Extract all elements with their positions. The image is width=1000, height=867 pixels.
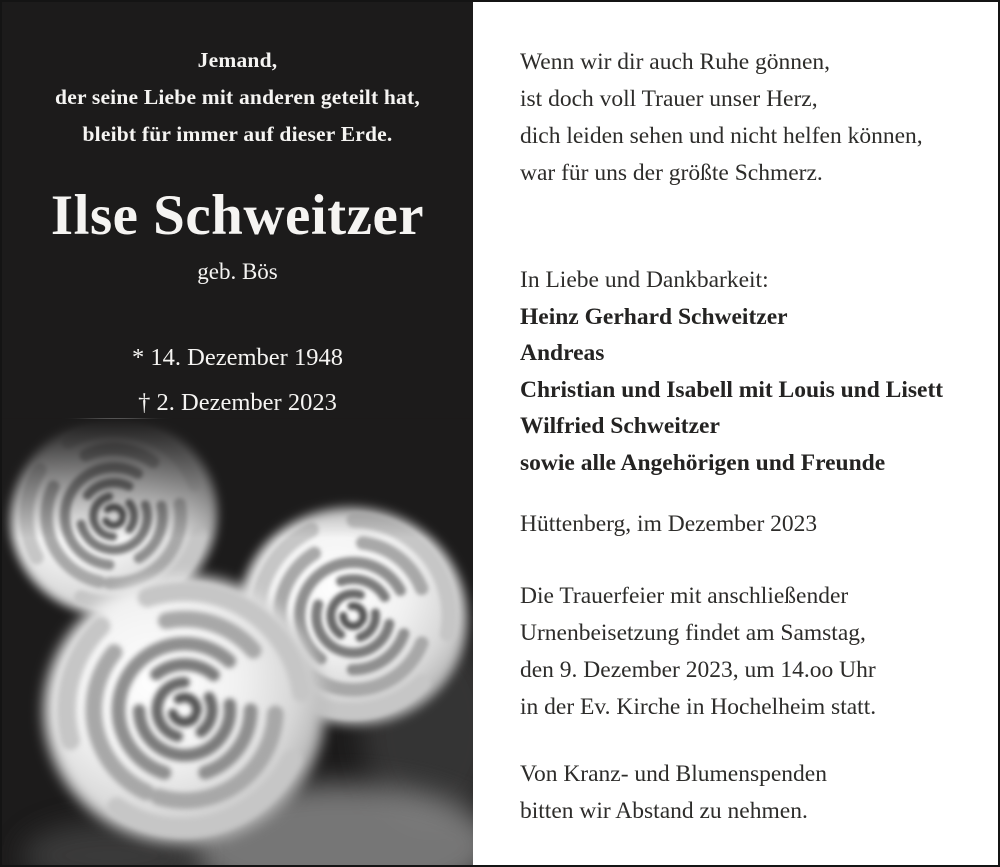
mourner-name: Heinz Gerhard Schweitzer (520, 303, 788, 330)
epitaph-line: Jemand, (197, 48, 278, 72)
funeral-line: Urnenbeisetzung findet am Samstag, (520, 620, 866, 646)
condolence-poem (520, 44, 923, 192)
donation-line: Von Kranz- und Blumenspenden (520, 761, 827, 787)
poem-line: Wenn wir dir auch Ruhe gönnen, (520, 49, 831, 75)
poem-line: war für uns der größte Schmerz. (520, 160, 823, 186)
maiden-name: geb. Bös (197, 259, 278, 284)
mourner-name: Andreas (520, 340, 605, 366)
mourner-name: Wilfried Schweitzer (520, 413, 720, 439)
funeral-line: den 9. Dezember 2023, um 14.oo Uhr (520, 657, 876, 683)
memorial-left-panel (2, 2, 473, 865)
death-date: † 2. Dezember 2023 (138, 389, 337, 416)
epitaph-verse (2, 42, 473, 153)
mourners-list (520, 262, 943, 481)
birth-date: * 14. Dezember 1948 (132, 344, 343, 371)
funeral-info (520, 578, 876, 726)
donation-line: bitten wir Abstand zu nehmen. (520, 798, 808, 824)
epitaph-line: bleibt für immer auf dieser Erde. (82, 122, 393, 146)
condolence-right-panel (473, 2, 998, 865)
funeral-line: Die Trauerfeier mit anschließender (520, 583, 849, 609)
mourner-name: Christian und Isabell mit Louis und Lisett (520, 376, 944, 403)
white-roses-photo (2, 418, 473, 865)
epitaph-line: der seine Liebe mit anderen geteilt hat, (55, 85, 420, 109)
mourner-name: sowie alle Angehörigen und Freunde (520, 449, 886, 476)
deceased-name: Ilse Schweitzer (50, 184, 425, 247)
funeral-line: in der Ev. Kirche in Hochelheim statt. (520, 694, 877, 720)
donation-note (520, 756, 827, 830)
mourners-intro: In Liebe und Dankbarkeit: (520, 267, 769, 293)
poem-line: dich leiden sehen und nicht helfen können, (520, 123, 923, 149)
place-and-date: Hüttenberg, im Dezember 2023 (520, 511, 818, 537)
life-dates (2, 335, 473, 425)
poem-line: ist doch voll Trauer unser Herz, (520, 86, 818, 112)
